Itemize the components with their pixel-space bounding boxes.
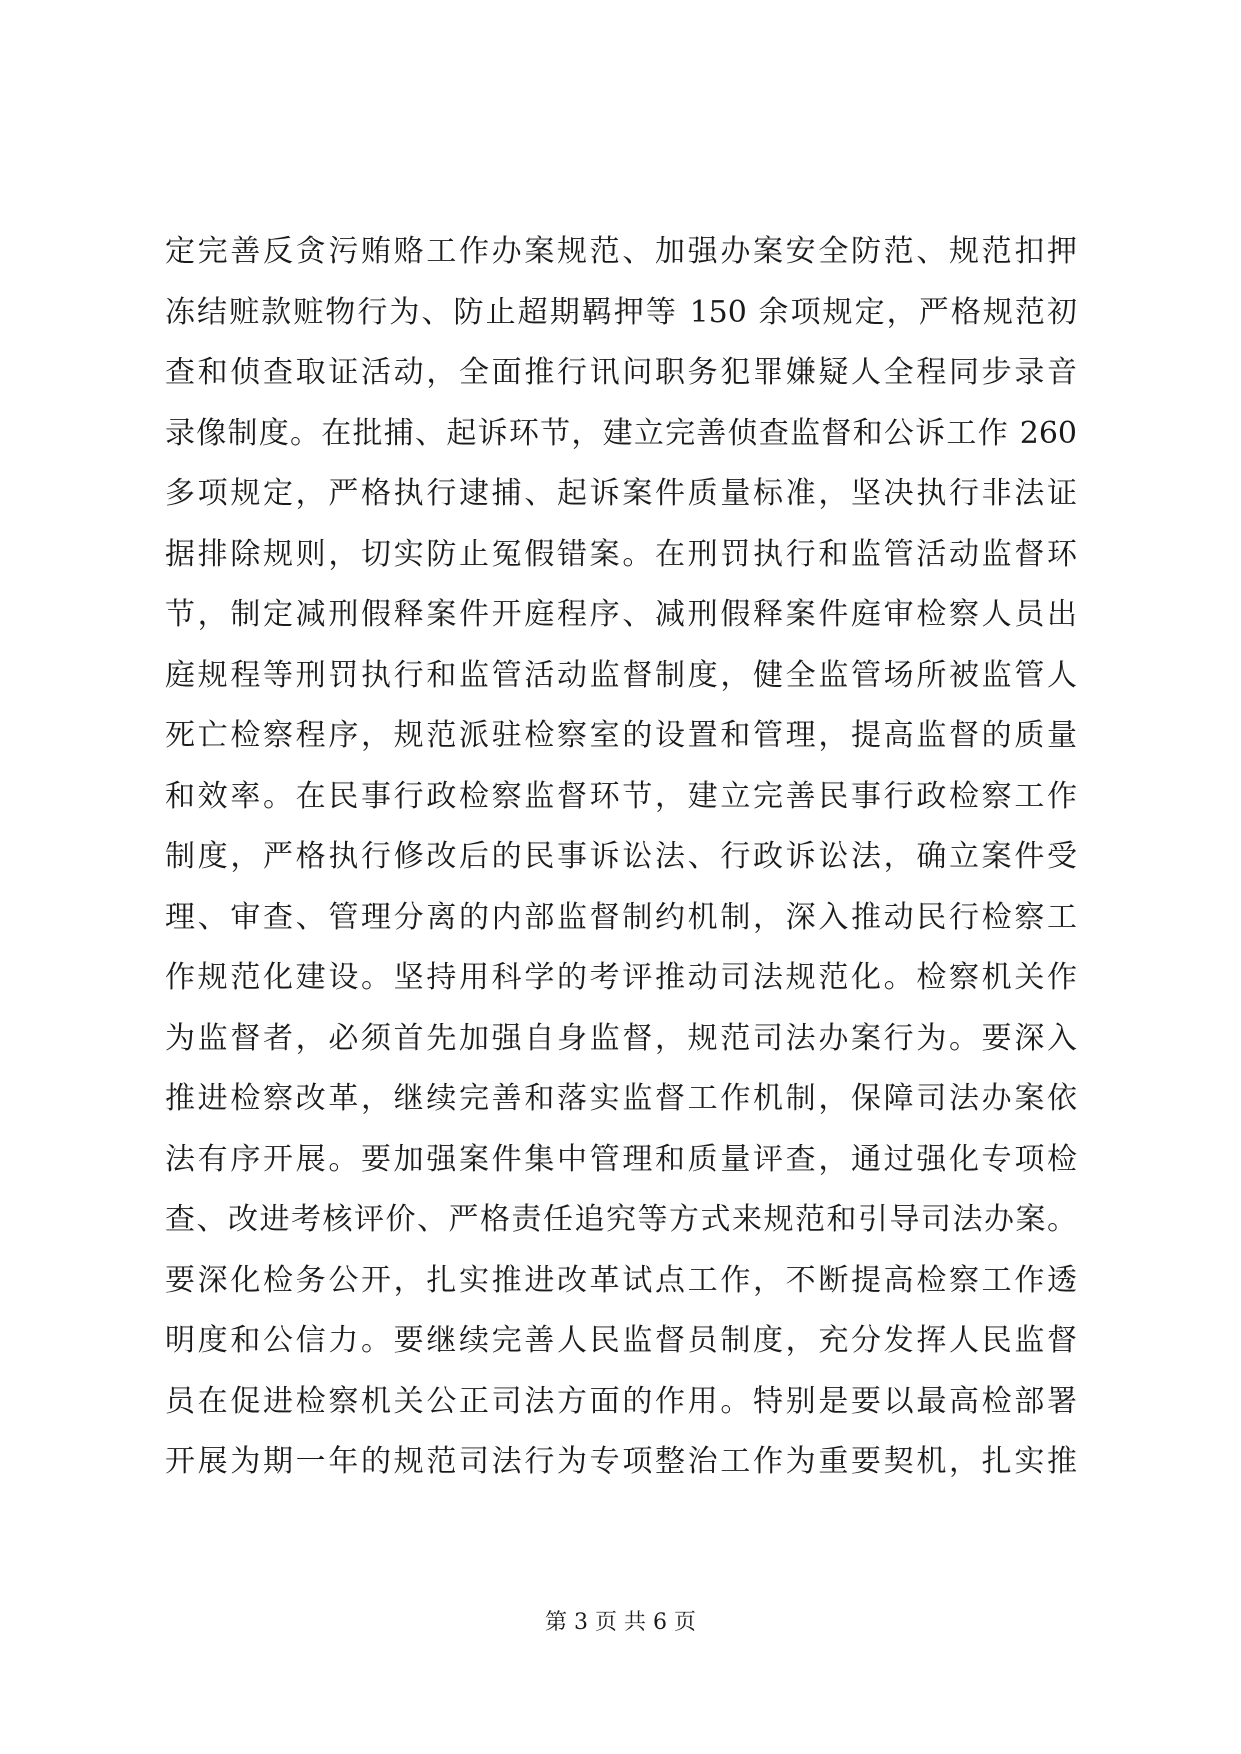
- text-line: 死亡检察程序，规范派驻检察室的设置和管理，提高监督的质量: [165, 718, 1077, 753]
- text-line: 制度，严格执行修改后的民事诉讼法、行政诉讼法，确立案件受: [165, 839, 1077, 874]
- text-line: 理、审查、管理分离的内部监督制约机制，深入推动民行检察工: [165, 899, 1077, 935]
- body-text: [165, 222, 1077, 1493]
- text-line: 员在促进检察机关公正司法方面的作用。特别是要以最高检部署: [165, 1383, 1077, 1419]
- text-line: 冻结赃款赃物行为、防止超期羁押等 150 余项规定，严格规范初: [165, 294, 1077, 330]
- text-line: 庭规程等刑罚执行和监管活动监督制度，健全监管场所被监管人: [165, 657, 1077, 693]
- text-line: 为监督者，必须首先加强自身监督，规范司法办案行为。要深入: [165, 1020, 1077, 1056]
- text-line: 查和侦查取证活动，全面推行讯问职务犯罪嫌疑人全程同步录音: [165, 355, 1077, 390]
- text-line: 和效率。在民事行政检察监督环节，建立完善民事行政检察工作: [165, 778, 1077, 814]
- text-line: 作规范化建设。坚持用科学的考评推动司法规范化。检察机关作: [165, 960, 1077, 995]
- text-line: 要深化检务公开，扎实推进改革试点工作，不断提高检察工作透: [165, 1262, 1077, 1298]
- text-line: 定完善反贪污贿赂工作办案规范、加强办案安全防范、规范扣押: [165, 234, 1077, 269]
- page-number: 第 3 页 共 6 页: [545, 1610, 696, 1635]
- text-line: 查、改进考核评价、严格责任追究等方式来规范和引导司法办案。: [165, 1202, 1077, 1237]
- text-line: 法有序开展。要加强案件集中管理和质量评查，通过强化专项检: [165, 1141, 1077, 1177]
- text-line: 开展为期一年的规范司法行为专项整治工作为重要契机，扎实推: [165, 1444, 1077, 1479]
- text-line: 据排除规则，切实防止冤假错案。在刑罚执行和监管活动监督环: [165, 536, 1077, 572]
- text-line: 录像制度。在批捕、起诉环节，建立完善侦查监督和公诉工作 260: [165, 415, 1077, 451]
- text-line: 明度和公信力。要继续完善人民监督员制度，充分发挥人民监督: [165, 1323, 1077, 1358]
- text-line: 节，制定减刑假释案件开庭程序、减刑假释案件庭审检察人员出: [165, 597, 1077, 632]
- text-line: 推进检察改革，继续完善和落实监督工作机制，保障司法办案依: [165, 1081, 1077, 1116]
- text-line: 多项规定，严格执行逮捕、起诉案件质量标准，坚决执行非法证: [165, 476, 1077, 511]
- page-footer: [0, 1608, 1241, 1638]
